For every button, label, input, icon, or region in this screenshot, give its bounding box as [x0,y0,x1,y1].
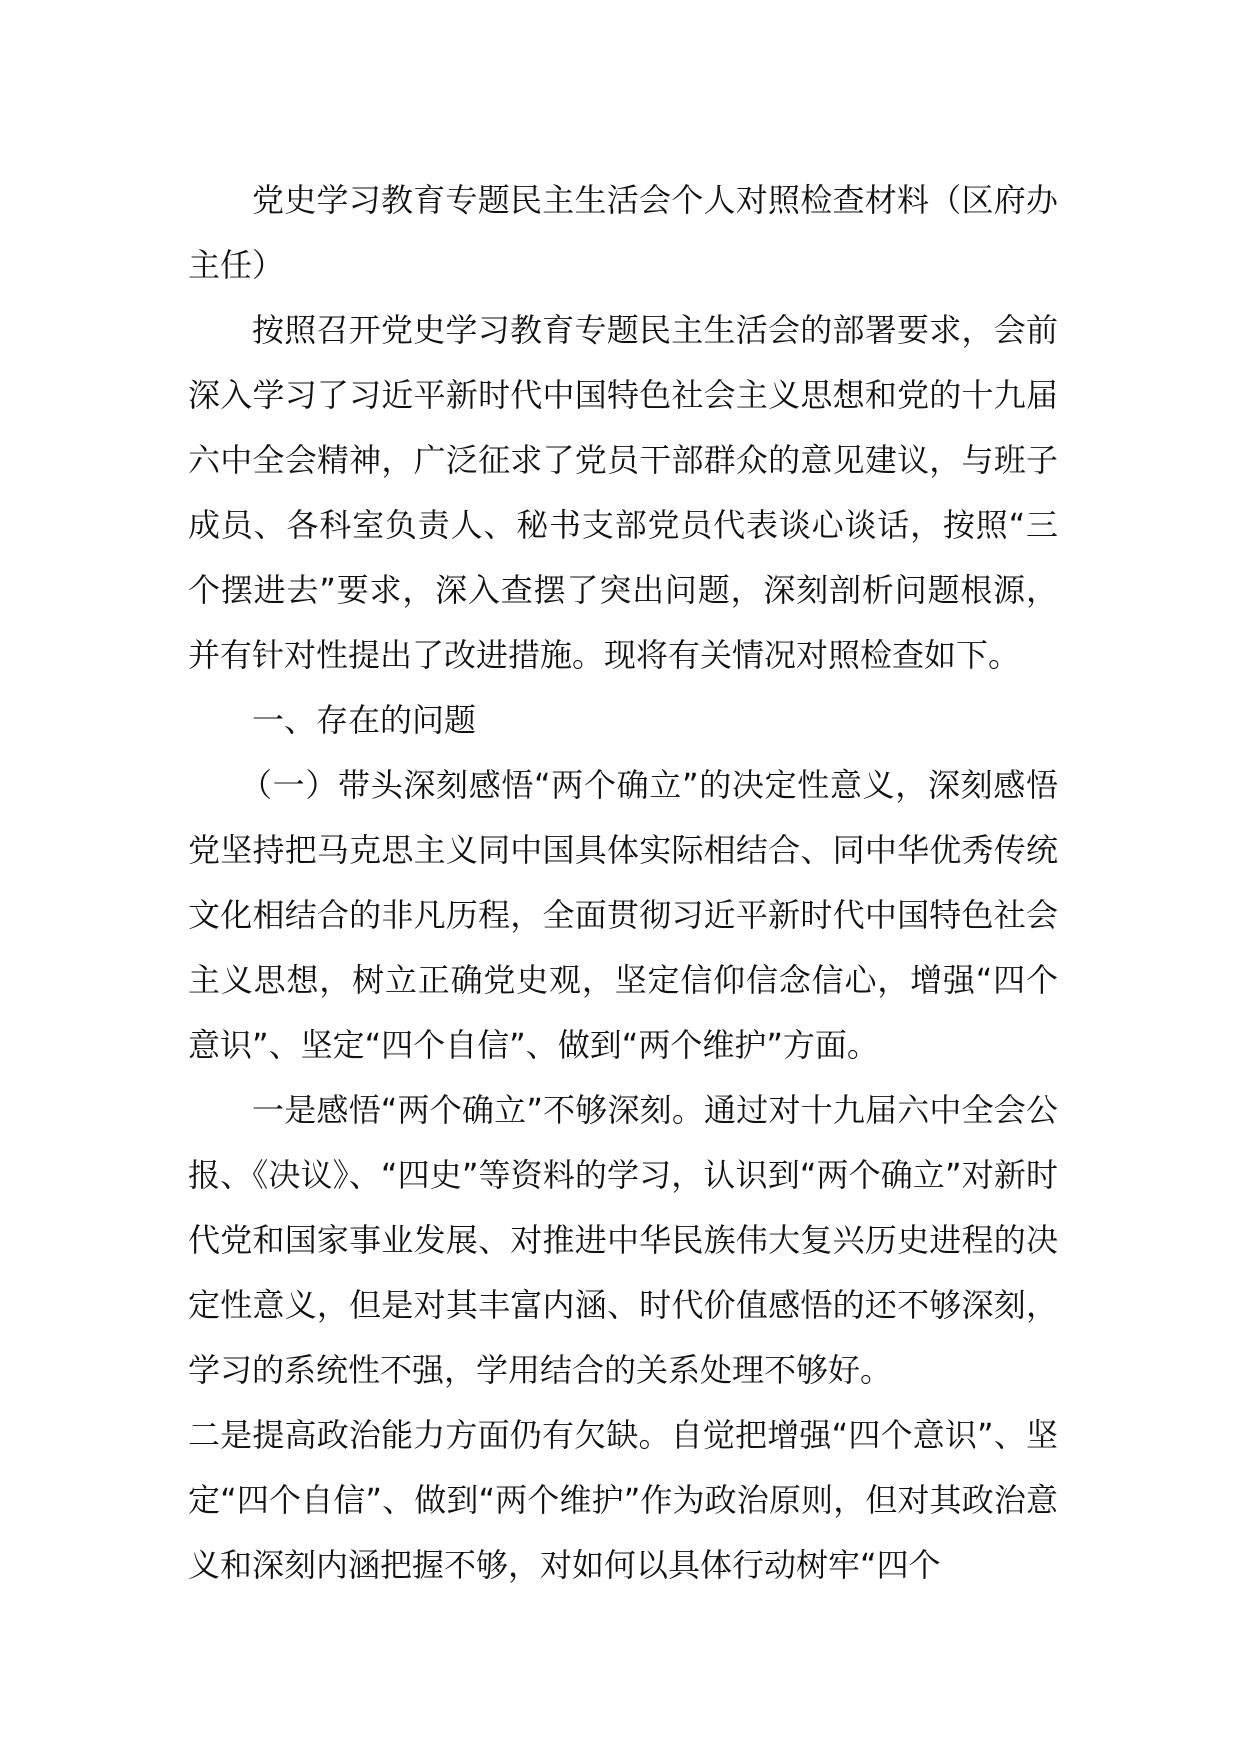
section-heading-problems: 一、存在的问题 [252,701,477,739]
document-title: 党史学习教育专题民主生活会个人对照检查材料（区府办主任） [188,181,1058,284]
paragraph-point-2: 二是提高政治能力方面仍有欠缺。自觉把增强“四个意识”、坚定“四个自信”、做到“两个维护”作为政治原则，但对其政治意义和深刻内涵把握不够，对如何以具体行动树牢“四个 [188,1416,1058,1584]
paragraph-point-1: 一是感悟“两个确立”不够深刻。通过对十九届六中全会公报、《决议》、“四史”等资料的学习，认识到“两个确立”对新时代党和国家事业发展、对推进中华民族伟大复兴历史进程的决定性意义，但是对其丰富内涵、时代价值感悟的还不够深刻，学习的系统性不强，学用结合的关系处理不够好。 [188,1091,1058,1389]
paragraph-intro: 按照召开党史学习教育专题民主生活会的部署要求，会前深入学习了习近平新时代中国特色社会主义思想和党的十九届六中全会精神，广泛征求了党员干部群众的意见建议，与班子成员、各科室负责人、秘书支部党员代表谈心谈话，按照“三个摆进去”要求，深入查摆了突出问题，深刻剖析问题根源，并有针对性提出了改进措施。现将有关情况对照检查如下。 [188,311,1058,674]
subsection-heading-1: （一）带头深刻感悟“两个确立”的决定性意义，深刻感悟党坚持把马克思主义同中国具体实际相结合、同中华优秀传统文化相结合的非凡历程，全面贯彻习近平新时代中国特色社会主义思想，树立正确党史观，坚定信仰信念信心，增强“四个意识”、坚定“四个自信”、做到“两个维护”方面。 [188,766,1058,1064]
document-body [188,168,1058,1598]
